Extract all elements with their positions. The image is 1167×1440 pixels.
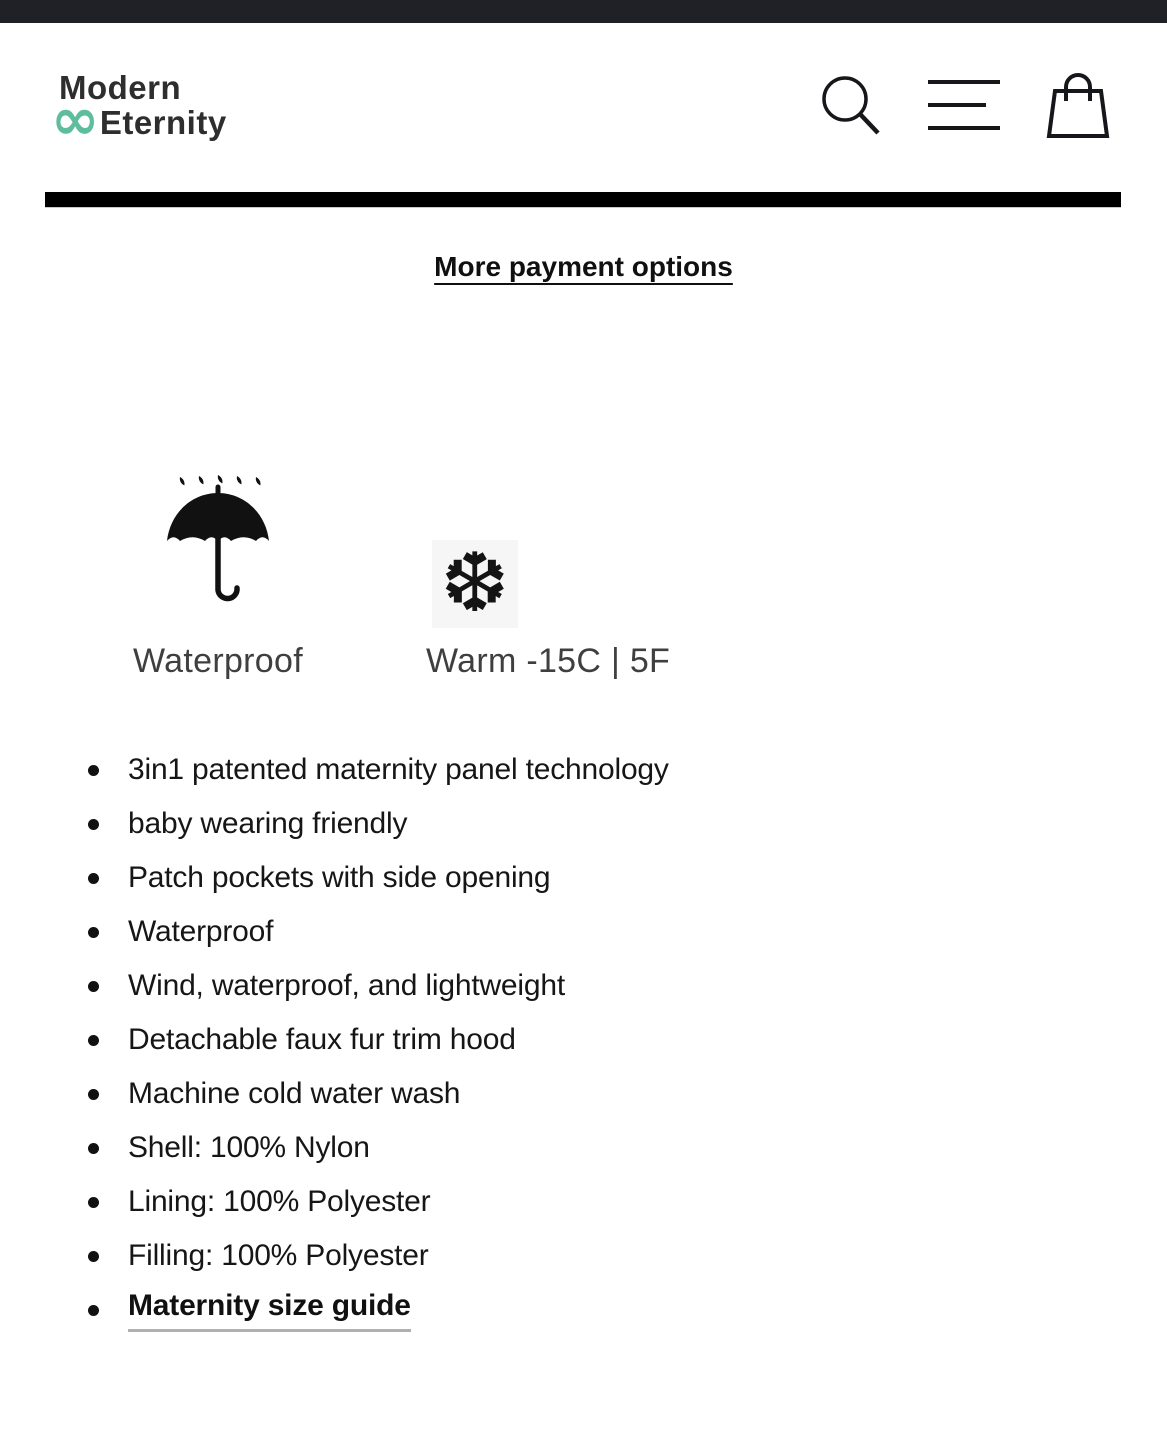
snowflake-icon: ❆	[432, 540, 518, 628]
feature-label-waterproof: Waterproof	[133, 642, 303, 680]
logo-text-modern: Modern	[59, 68, 182, 106]
infinity-icon: ∞	[51, 84, 100, 153]
maternity-size-guide-link[interactable]: Maternity size guide	[128, 1289, 411, 1332]
feature-label-warm: Warm -15C | 5F	[426, 642, 671, 680]
search-icon[interactable]	[818, 72, 882, 138]
list-item: Filling: 100% Polyester	[88, 1229, 1167, 1283]
menu-icon[interactable]	[928, 74, 1000, 136]
list-item: Detachable faux fur trim hood	[88, 1013, 1167, 1067]
site-header	[0, 23, 1167, 186]
list-item: Machine cold water wash	[88, 1067, 1167, 1121]
list-item: Lining: 100% Polyester	[88, 1175, 1167, 1229]
header-actions	[818, 70, 1110, 140]
list-item: Waterproof	[88, 905, 1167, 959]
feature-waterproof	[118, 473, 318, 681]
list-item: Shell: 100% Nylon	[88, 1121, 1167, 1175]
product-details-list	[88, 743, 1167, 1337]
list-item: 3in1 patented maternity panel technology	[88, 743, 1167, 797]
brand-logo[interactable]	[51, 68, 227, 153]
list-item	[88, 1283, 1167, 1337]
umbrella-rain-icon	[158, 473, 278, 628]
list-item: baby wearing friendly	[88, 797, 1167, 851]
logo-text-eternity: Eternity	[99, 103, 227, 141]
cart-bag-icon[interactable]	[1046, 70, 1110, 140]
more-payment-options-link[interactable]: More payment options	[434, 251, 733, 282]
list-item: Patch pockets with side opening	[88, 851, 1167, 905]
top-status-strip	[0, 0, 1167, 23]
list-item: Wind, waterproof, and lightweight	[88, 959, 1167, 1013]
buy-button-bottom-sliver[interactable]	[45, 192, 1121, 207]
feature-warm	[426, 536, 671, 681]
feature-icons-section	[118, 473, 1167, 681]
